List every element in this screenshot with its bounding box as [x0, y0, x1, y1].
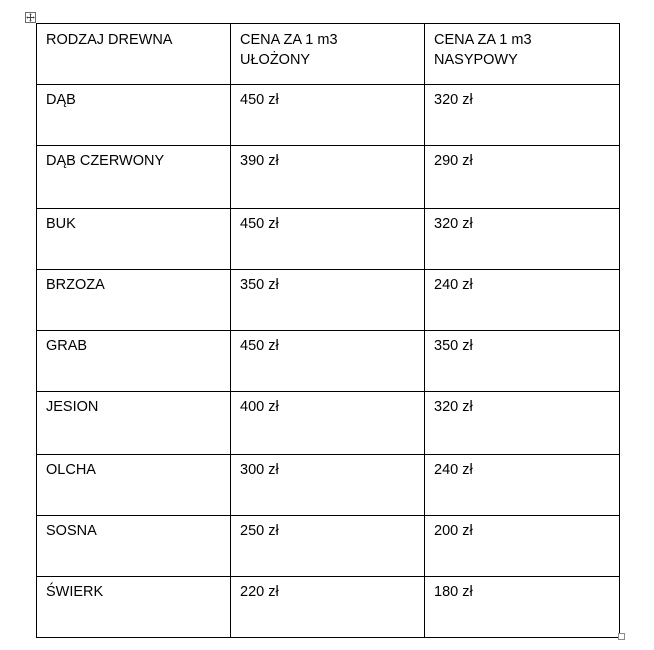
- cell-price-stacked[interactable]: 390 zł: [231, 146, 425, 209]
- cell-wood-type[interactable]: SOSNA: [37, 516, 231, 577]
- cell-price-loose[interactable]: 320 zł: [425, 209, 620, 270]
- table-row: [37, 516, 620, 577]
- cell-wood-type[interactable]: GRAB: [37, 331, 231, 392]
- cell-price-loose[interactable]: 320 zł: [425, 85, 620, 146]
- cell-price-loose[interactable]: 180 zł: [425, 577, 620, 638]
- cell-price-loose[interactable]: 320 zł: [425, 392, 620, 455]
- cell-price-loose[interactable]: 290 zł: [425, 146, 620, 209]
- header-line: CENA ZA 1 m3: [434, 32, 532, 48]
- cell-price-loose[interactable]: 240 zł: [425, 455, 620, 516]
- table-resize-handle-icon[interactable]: [618, 633, 625, 640]
- header-line: NASYPOWY: [434, 52, 518, 68]
- header-line: UŁOŻONY: [240, 52, 311, 68]
- cell-price-loose[interactable]: 350 zł: [425, 331, 620, 392]
- header-cell-price-loose[interactable]: [425, 24, 620, 85]
- cell-price-stacked[interactable]: 350 zł: [231, 270, 425, 331]
- table-row: [37, 392, 620, 455]
- cell-price-stacked[interactable]: 300 zł: [231, 455, 425, 516]
- table-row: [37, 146, 620, 209]
- cell-price-stacked[interactable]: 450 zł: [231, 85, 425, 146]
- table-row: [37, 270, 620, 331]
- cell-price-loose[interactable]: 200 zł: [425, 516, 620, 577]
- cell-price-stacked[interactable]: 220 zł: [231, 577, 425, 638]
- header-line: CENA ZA 1 m3: [240, 32, 338, 48]
- cell-price-loose[interactable]: 240 zł: [425, 270, 620, 331]
- header-line: RODZAJ DREWNA: [46, 32, 173, 48]
- table-header-row: [37, 24, 620, 85]
- cell-price-stacked[interactable]: 250 zł: [231, 516, 425, 577]
- cell-wood-type[interactable]: BRZOZA: [37, 270, 231, 331]
- table-row: [37, 331, 620, 392]
- cell-price-stacked[interactable]: 450 zł: [231, 209, 425, 270]
- table-row: [37, 455, 620, 516]
- cell-price-stacked[interactable]: 400 zł: [231, 392, 425, 455]
- table-row: [37, 85, 620, 146]
- cell-wood-type[interactable]: DĄB CZERWONY: [37, 146, 231, 209]
- table-move-handle-icon[interactable]: [25, 12, 36, 23]
- cell-wood-type[interactable]: ŚWIERK: [37, 577, 231, 638]
- cell-price-stacked[interactable]: 450 zł: [231, 331, 425, 392]
- table-row: [37, 209, 620, 270]
- cell-wood-type[interactable]: BUK: [37, 209, 231, 270]
- cell-wood-type[interactable]: JESION: [37, 392, 231, 455]
- cell-wood-type[interactable]: DĄB: [37, 85, 231, 146]
- header-cell-wood-type[interactable]: [37, 24, 231, 85]
- header-cell-price-stacked[interactable]: [231, 24, 425, 85]
- table-row: [37, 577, 620, 638]
- cell-wood-type[interactable]: OLCHA: [37, 455, 231, 516]
- wood-price-table: [36, 23, 620, 638]
